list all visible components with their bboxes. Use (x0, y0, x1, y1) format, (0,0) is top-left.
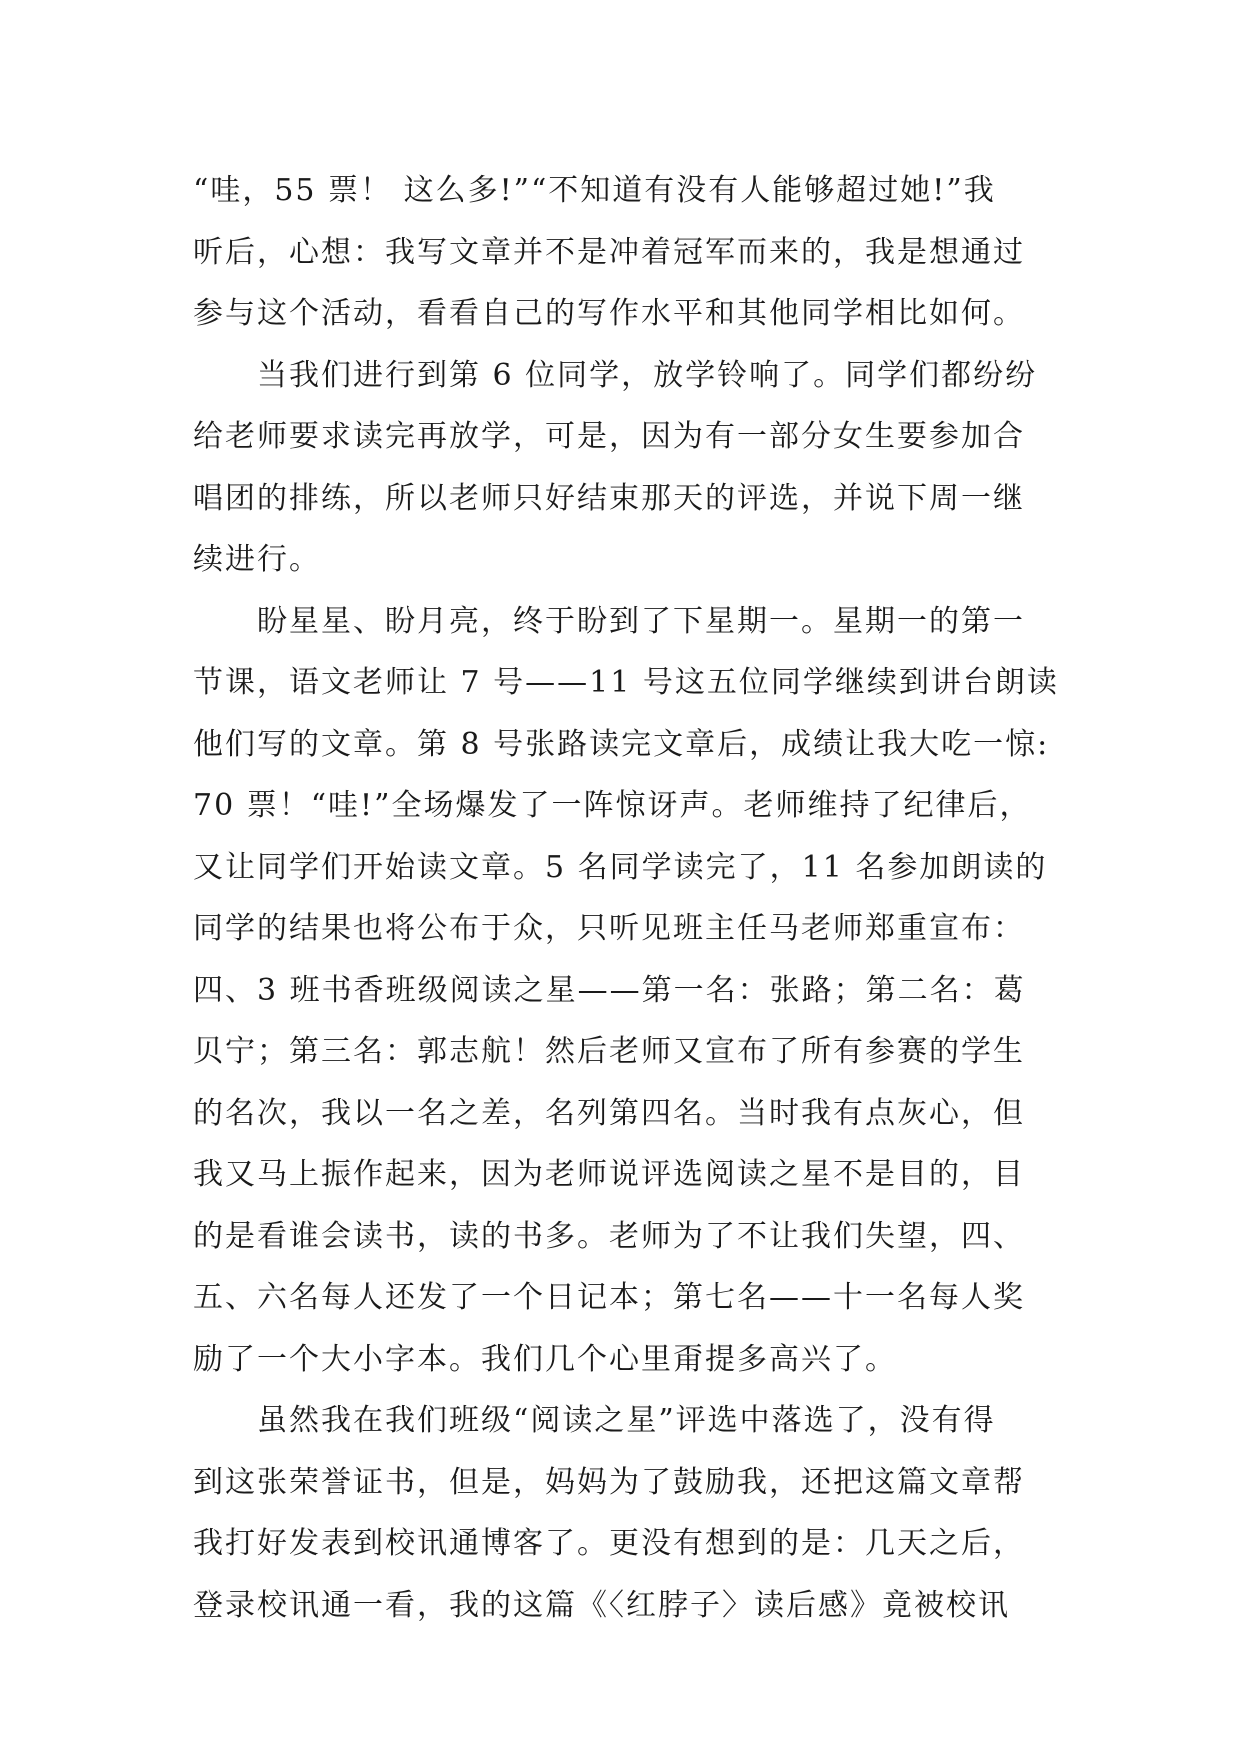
text-line: 登录校讯通一看，我的这篇《〈红脖子〉读后感》竟被校讯 (193, 1587, 1010, 1623)
text-line: 到这张荣誉证书，但是，妈妈为了鼓励我，还把这篇文章帮 (193, 1464, 1025, 1500)
paragraph-first-line: 虽然我在我们班级“阅读之星”评选中落选了，没有得 (257, 1403, 996, 1438)
paragraph-first-line: 当我们进行到第 6 位同学，放学铃响了。同学们都纷纷 (257, 357, 1038, 393)
text-line: 的是看谁会读书，读的书多。老师为了不让我们失望，四、 (193, 1218, 1025, 1254)
text-line: 的名次，我以一名之差，名列第四名。当时我有点灰心，但 (193, 1095, 1025, 1131)
text-line: 他们写的文章。第 8 号张路读完文章后，成绩让我大吃一惊: (193, 726, 1050, 762)
document-body (193, 160, 1073, 1636)
text-line: 70 票！“哇!”全场爆发了一阵惊讶声。老师维持了纪律后， (193, 788, 1032, 823)
text-line: 续进行。 (193, 542, 321, 577)
text-line: 我打好发表到校讯通博客了。更没有想到的是：几天之后， (193, 1526, 1025, 1561)
paragraph-first-line: 盼星星、盼月亮，终于盼到了下星期一。星期一的第一 (257, 603, 1025, 639)
text-line: 我又马上振作起来，因为老师说评选阅读之星不是目的，目 (193, 1157, 1025, 1192)
text-line: 参与这个活动，看看自己的写作水平和其他同学相比如何。 (193, 296, 1025, 331)
text-line: 节课，语文老师让 7 号——11 号这五位同学继续到讲台朗读 (193, 665, 1059, 700)
text-line: 励了一个大小字本。我们几个心里甭提多高兴了。 (193, 1341, 897, 1377)
text-line: 唱团的排练，所以老师只好结束那天的评选，并说下周一继 (193, 480, 1025, 516)
text-line: 五、六名每人还发了一个日记本；第七名——十一名每人奖 (193, 1280, 1025, 1315)
text-line: “哇，55 票！ 这么多!”“不知道有没有人能够超过她!”我 (193, 173, 996, 208)
text-line: 贝宁；第三名：郭志航！然后老师又宣布了所有参赛的学生 (193, 1034, 1025, 1069)
text-line: 四、3 班书香班级阅读之星——第一名：张路；第二名：葛 (193, 972, 1026, 1008)
text-line: 听后，心想：我写文章并不是冲着冠军而来的，我是想通过 (193, 234, 1025, 270)
text-line: 同学的结果也将公布于众，只听见班主任马老师郑重宣布： (193, 911, 1025, 946)
text-line: 又让同学们开始读文章。5 名同学读完了，11 名参加朗读的 (193, 849, 1048, 885)
text-line: 给老师要求读完再放学，可是，因为有一部分女生要参加合 (193, 419, 1025, 454)
